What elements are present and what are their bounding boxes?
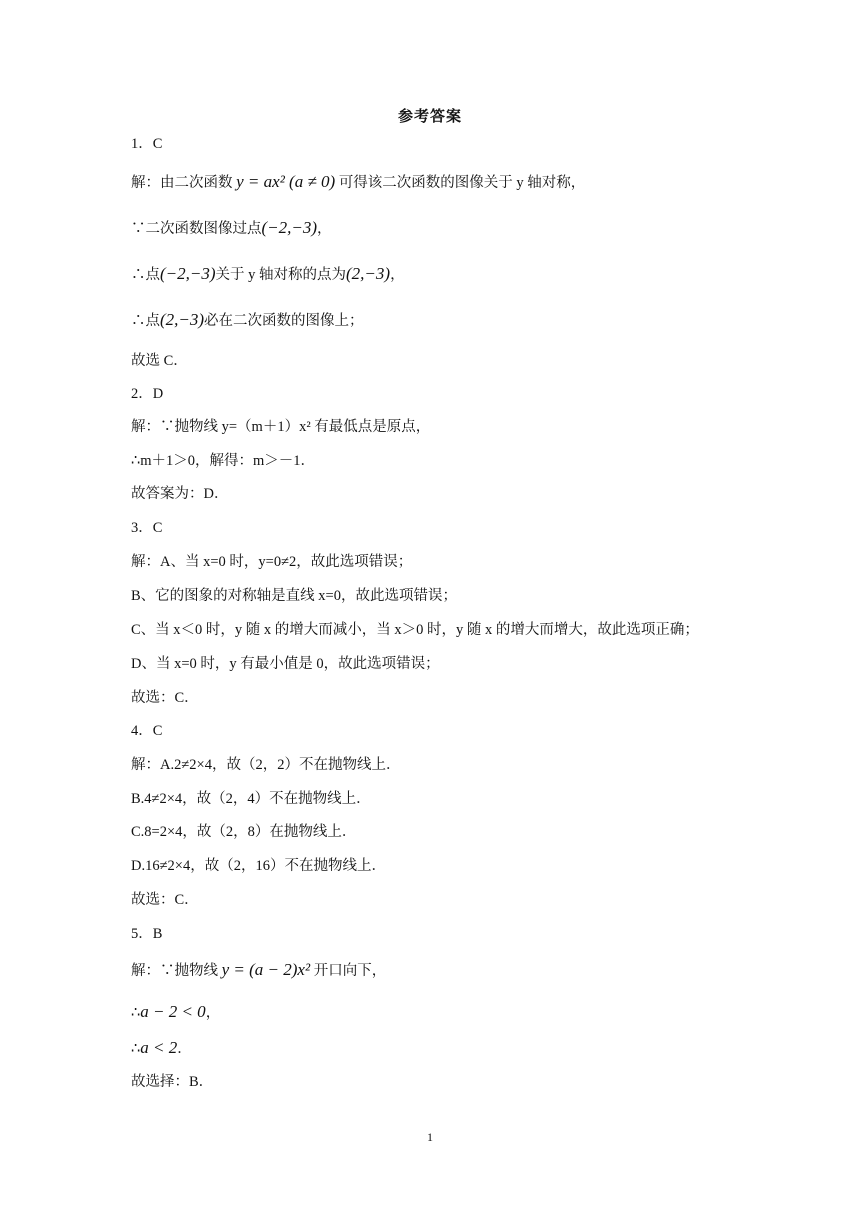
q5-line-3	[131, 1038, 192, 1059]
q5-line-3-pre: ∴	[131, 1041, 141, 1057]
q3-line-2: B、它的图象的对称轴是直线 x=0，故此选项错误；	[131, 588, 457, 604]
q1-line-2	[131, 218, 332, 239]
q2-head: 2．D	[131, 386, 164, 402]
q1-line-4-post: 必在二次函数的图像上；	[204, 313, 364, 329]
q5-line-1-formula: y = (a − 2)x²	[221, 960, 311, 979]
q1-line-1-pre: 解：由二次函数	[131, 175, 233, 191]
q1-line-4-point: (2,−3)	[160, 310, 205, 329]
q1-line-2-point: (−2,−3)	[261, 218, 318, 237]
q4-line-1: 解：A.2≠2×4，故（2，2）不在抛物线上．	[131, 757, 401, 773]
q5-line-2	[131, 1002, 220, 1023]
q1-line-1-formula: y = ax² (a ≠ 0)	[236, 172, 336, 191]
q1-line-3	[131, 264, 405, 285]
q3-line-4: D、当 x=0 时，y 有最小值是 0，故此选项错误；	[131, 656, 440, 672]
q3-line-5: 故选：C．	[131, 690, 199, 706]
q2-line-3: 故答案为：D．	[131, 486, 229, 502]
q5-line-4: 故选择：B．	[131, 1074, 214, 1090]
q4-line-5: 故选：C．	[131, 892, 199, 908]
q5-line-1-post: 开口向下，	[313, 963, 387, 979]
q3-line-3: C、当 x＜0 时，y 随 x 的增大而减小，当 x＞0 时，y 随 x 的增大而增大，故此选项正确；	[131, 622, 699, 638]
q5-head: 5．B	[131, 926, 163, 942]
q1-line-3-post: ，	[390, 267, 405, 283]
q5-line-3-inequality: a < 2	[140, 1038, 178, 1057]
q5-line-2-post: ，	[205, 1005, 221, 1021]
q2-line-2: ∴m＋1＞0，解得：m＞－1．	[131, 453, 316, 469]
q1-line-3-point-1: (−2,−3)	[160, 264, 216, 283]
q5-line-2-inequality: a − 2 < 0	[140, 1002, 206, 1021]
q4-head: 4．C	[131, 723, 163, 739]
q5-line-1	[131, 960, 386, 981]
q1-line-4-pre: ∴点	[131, 313, 160, 329]
q4-line-3: C.8=2×4，故（2，8）在抛物线上．	[131, 824, 357, 840]
q1-line-3-mid: 关于 y 轴对称的点为	[215, 267, 347, 283]
q1-line-3-pre: ∴点	[131, 267, 160, 283]
q5-line-3-post: ．	[177, 1041, 192, 1057]
q1-line-2-pre: ∵二次函数图像过点	[131, 221, 262, 237]
q1-line-2-post: ，	[317, 221, 332, 237]
q1-line-4	[131, 310, 364, 331]
q1-line-1-post: 可得该二次函数的图像关于 y 轴对称，	[338, 175, 586, 191]
q1-line-5: 故选 C．	[131, 353, 188, 369]
q5-line-1-pre: 解：∵抛物线	[131, 963, 218, 979]
page-title: 参考答案	[397, 109, 462, 125]
page-number: 1	[427, 1130, 433, 1144]
q3-line-1: 解：A、当 x=0 时，y=0≠2，故此选项错误；	[131, 554, 413, 570]
q1-line-1	[131, 172, 585, 193]
q1-line-3-point-2: (2,−3)	[346, 264, 391, 283]
q2-line-1: 解：∵抛物线 y=（m＋1）x² 有最低点是原点，	[131, 419, 431, 435]
q5-line-2-pre: ∴	[131, 1005, 141, 1021]
q4-line-4: D.16≠2×4，故（2，16）不在抛物线上．	[131, 858, 386, 874]
q3-head: 3．C	[131, 520, 163, 536]
q4-line-2: B.4≠2×4，故（2，4）不在抛物线上．	[131, 791, 371, 807]
q1-head: 1．C	[131, 136, 163, 152]
